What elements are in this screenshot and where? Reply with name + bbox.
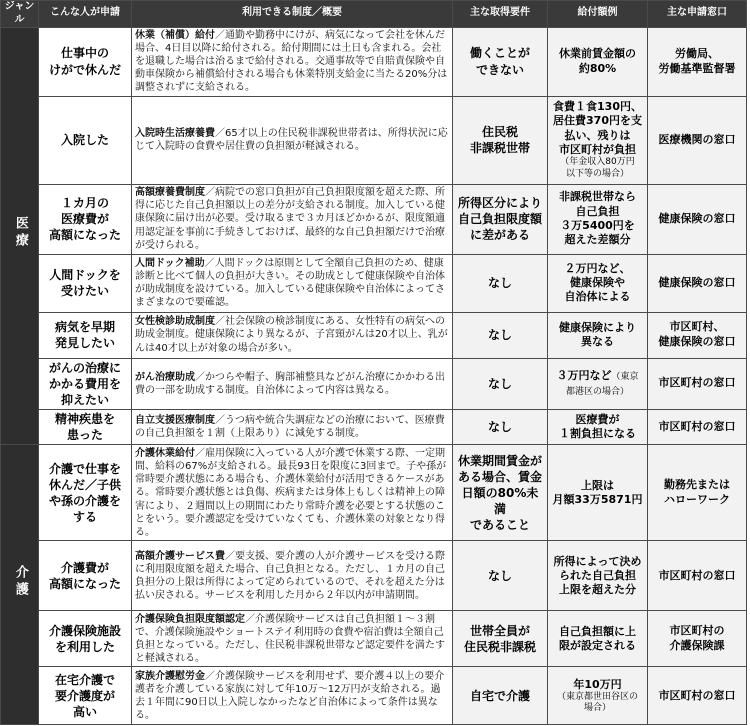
requirement-cell: 所得区分により 自己負担限度額 に差がある: [453, 184, 548, 254]
system-cell: [132, 410, 453, 445]
header-requirement: 主な取得要件: [453, 1, 548, 28]
system-cell: [132, 445, 453, 541]
amount-cell: [548, 312, 648, 358]
system-desc: ／通勤や勤務中にけが、病気になって会社を休んだ場合、4日目以降に給付される。給付期間には土日も含まれる。会社を退職した場合は治るまで給付される。交通事故等で自賠責保険や自動車保険から補償給付される場合も休業特別支給金に当たる20%分は調整されずに支給される。: [135, 29, 448, 94]
system-cell: [132, 254, 453, 312]
header-genre: ジャンル: [1, 1, 39, 28]
amount-value: ２万円など、 健康保険や 自治体による: [564, 261, 631, 304]
requirement-cell: なし: [453, 312, 548, 358]
window-cell: 市区町村の窓口: [648, 541, 747, 611]
window-cell: 市区町村の窓口: [648, 667, 747, 725]
amount-value: 所得によって決め られた自己負担 上限を超えた分: [553, 554, 642, 597]
window-cell: 市区町村の窓口: [648, 410, 747, 445]
system-name: がん治療助成: [135, 371, 195, 383]
amount-value: 自己負担額に上 限が設定される: [559, 624, 636, 652]
window-cell: 健康保険の窓口: [648, 184, 747, 254]
table-row: [1, 184, 747, 254]
window-cell: 市区町村、 健康保険の窓口: [648, 312, 747, 358]
amount-note: （東京都世田谷区の 場合）: [556, 691, 638, 714]
table-row: [1, 541, 747, 611]
amount-cell: [548, 358, 648, 410]
person-cell: 人間ドックを 受けたい: [39, 254, 132, 312]
window-cell: 市区町村の 介護保険課: [648, 611, 747, 667]
header-amount: 給付額例: [548, 1, 648, 28]
header-row: [1, 1, 747, 28]
system-cell: [132, 27, 453, 96]
system-desc: ／介護保険サービスを利用せず、要介護４以上の要介護者を介護している家族に対して年10万〜12万円が支給される。過去１年間に90日以上入院しなかったなど自治体によって条件は異なる。: [135, 670, 445, 722]
requirement-cell: 働くことが できない: [453, 27, 548, 96]
amount-value: 上限は 月額33万5871円: [552, 478, 643, 506]
person-cell: 精神疾患を 患った: [39, 410, 132, 445]
system-desc: ／雇用保険に入っている人が介護で休業する際、一定期間、給料の67%が支給される。最長93日を限度に3回まで。子や孫が常時要介護状態にある場合も、介護休業給付が活用できるケースがある。常時要介護状態とは負傷、疾病または身体上もしくは精神上の障害により、２週間以上の期間にわたり常時介護を必要とする状態のことをいう。要介護認定を受けていなくても、介護休業の対象となり得る。: [135, 447, 447, 538]
system-cell: [132, 358, 453, 410]
amount-value: 非課税世帯なら 自己負担 ３万5400円を 超えた差額分: [559, 190, 636, 247]
header-person: こんな人が申請: [39, 1, 132, 28]
window-cell: 医療機関の窓口: [648, 96, 747, 184]
amount-cell: [548, 445, 648, 541]
system-name: 高額介護サービス費: [135, 550, 225, 562]
amount-cell: [548, 254, 648, 312]
system-name: 休業（補償）給付: [135, 29, 215, 41]
amount-note: （年金収入80万円 以下等の場合）: [560, 157, 635, 179]
amount-cell: [548, 611, 648, 667]
header-window: 主な申請窓口: [648, 1, 747, 28]
amount-cell: [548, 541, 648, 611]
system-cell: [132, 96, 453, 184]
amount-value: 食費１食130円、 居住費370円を支 払い、残りは 市区町村が負担: [553, 100, 642, 157]
genre-medical: [1, 27, 39, 445]
table-row: [1, 27, 747, 96]
amount-cell: [548, 667, 648, 725]
amount-value: 休業前賃金額の 約80%: [559, 47, 636, 75]
system-cell: [132, 184, 453, 254]
person-cell: 入院した: [39, 96, 132, 184]
table-row: [1, 312, 747, 358]
person-cell: 介護で仕事を 休んだ／子供 や孫の介護を する: [39, 445, 132, 541]
person-cell: 在宅介護で 要介護度が 高い: [39, 667, 132, 725]
system-name: 自立支援医療制度: [135, 415, 215, 427]
amount-value: 年10万円: [573, 677, 622, 691]
system-cell: [132, 312, 453, 358]
amount-cell: [548, 96, 648, 184]
table-row: [1, 410, 747, 445]
table-row: [1, 96, 747, 184]
person-cell: 病気を早期 発見したい: [39, 312, 132, 358]
system-desc: ／病院での窓口負担が自己負担限度額を超えた際、所得に応じた自己負担額以上の差分が支給される制度。加入している健康保険に届け出が必要。受け取るまで３カ月ほどかかるが、限度額適用認定証を事前に手続きしておけば、最終的な自己負担額だけで治療が受けられる。: [135, 187, 445, 251]
requirement-cell: 住民税 非課税世帯: [453, 96, 548, 184]
table-row: [1, 254, 747, 312]
system-name: 人間ドック補助: [135, 257, 205, 269]
system-desc: ／人間ドックは原則として全額自己負担のため、健康診断と比べて個人の負担が大きい。その助成として健康保険や自治体が助成制度を設けている。加入している健康保険や自治体によってさまざまなので要確認。: [135, 257, 445, 309]
table-row: [1, 667, 747, 725]
system-desc: ／社会保険の検診制度にある、女性特有の病気への助成金制度。健康保険により異なるが、子宮頸がんは20才以上、乳がんは40才以上が対象の場合が多い。: [135, 316, 448, 354]
amount-value: ３万円など: [556, 369, 612, 383]
system-cell: [132, 541, 453, 611]
system-name: 介護保険負担限度額認定: [135, 613, 245, 625]
header-system: 利用できる制度／概要: [132, 1, 453, 28]
system-name: 家族介護慰労金: [135, 670, 205, 682]
person-cell: がんの治療に かかる費用を 抑えたい: [39, 358, 132, 410]
window-cell: 健康保険の窓口: [648, 254, 747, 312]
table-row: [1, 445, 747, 541]
system-cell: [132, 611, 453, 667]
amount-cell: [548, 27, 648, 96]
requirement-cell: なし: [453, 410, 548, 445]
requirement-cell: なし: [453, 254, 548, 312]
person-cell: 介護費が 高額になった: [39, 541, 132, 611]
window-cell: 労働局、 労働基準監督署: [648, 27, 747, 96]
table-row: [1, 611, 747, 667]
requirement-cell: 休業期間賃金が ある場合、賃金 日額の80%未満 であること: [453, 445, 548, 541]
genre-care-label: 介護: [12, 565, 28, 600]
amount-cell: [548, 184, 648, 254]
amount-value: 健康保険により 異なる: [559, 320, 636, 349]
amount-note: （東京 都港区の場合）: [565, 372, 639, 397]
person-cell: １カ月の 医療費が 高額になった: [39, 184, 132, 254]
requirement-cell: 世帯全員が 住民税非課税: [453, 611, 548, 667]
system-name: 介護休業給付: [135, 447, 195, 459]
system-name: 高額療養費制度: [135, 187, 205, 199]
system-desc: ／要支援、要介護の人が介護サービスを受ける際に利用限度額を超えた場合、自己負担となる。ただし、１カ月の自己負担分の上限は所得によって定められているので、それを超えた分は払い戻される。サービスを利用した月から２年以内が申請期間。: [135, 550, 445, 602]
amount-cell: [548, 410, 648, 445]
requirement-cell: 自宅で介護: [453, 667, 548, 725]
system-desc: ／65才以上の住民税非課税世帯者は、所得状況に応じて入院時の食費や居住費の負担額が軽減される。: [135, 127, 448, 153]
system-desc: ／うつ病や統合失調症などの治療において、医療費の自己負担額を１割（上限あり）に減免する制度。: [135, 415, 445, 440]
genre-medical-label: 医療: [12, 216, 28, 251]
person-cell: 介護保険施設 を利用した: [39, 611, 132, 667]
window-cell: 勤務先または ハローワーク: [648, 445, 747, 541]
system-desc: ／かつらや帽子、胸部補整具などがん治療にかかわる出費の一部を助成する制度。自治体によって内容は異なる。: [135, 371, 445, 396]
person-cell: 仕事中の けがで休んだ: [39, 27, 132, 96]
system-desc: ／介護保険サービスは自己負担額１〜３割で、介護保険施設やショートステイ利用時の食費や宿泊費は全額自己負担となっている。ただし、住民税非課税世帯など認定要件を満たすと軽減される。: [135, 613, 445, 665]
system-name: 女性検診助成制度: [135, 316, 215, 328]
window-cell: 市区町村の窓口: [648, 358, 747, 410]
system-cell: [132, 667, 453, 725]
table-row: [1, 358, 747, 410]
requirement-cell: なし: [453, 541, 548, 611]
requirement-cell: なし: [453, 358, 548, 410]
amount-value: 医療費が １割負担になる: [559, 412, 636, 441]
genre-care: [1, 445, 39, 725]
system-name: 入院時生活療養費: [135, 127, 215, 139]
